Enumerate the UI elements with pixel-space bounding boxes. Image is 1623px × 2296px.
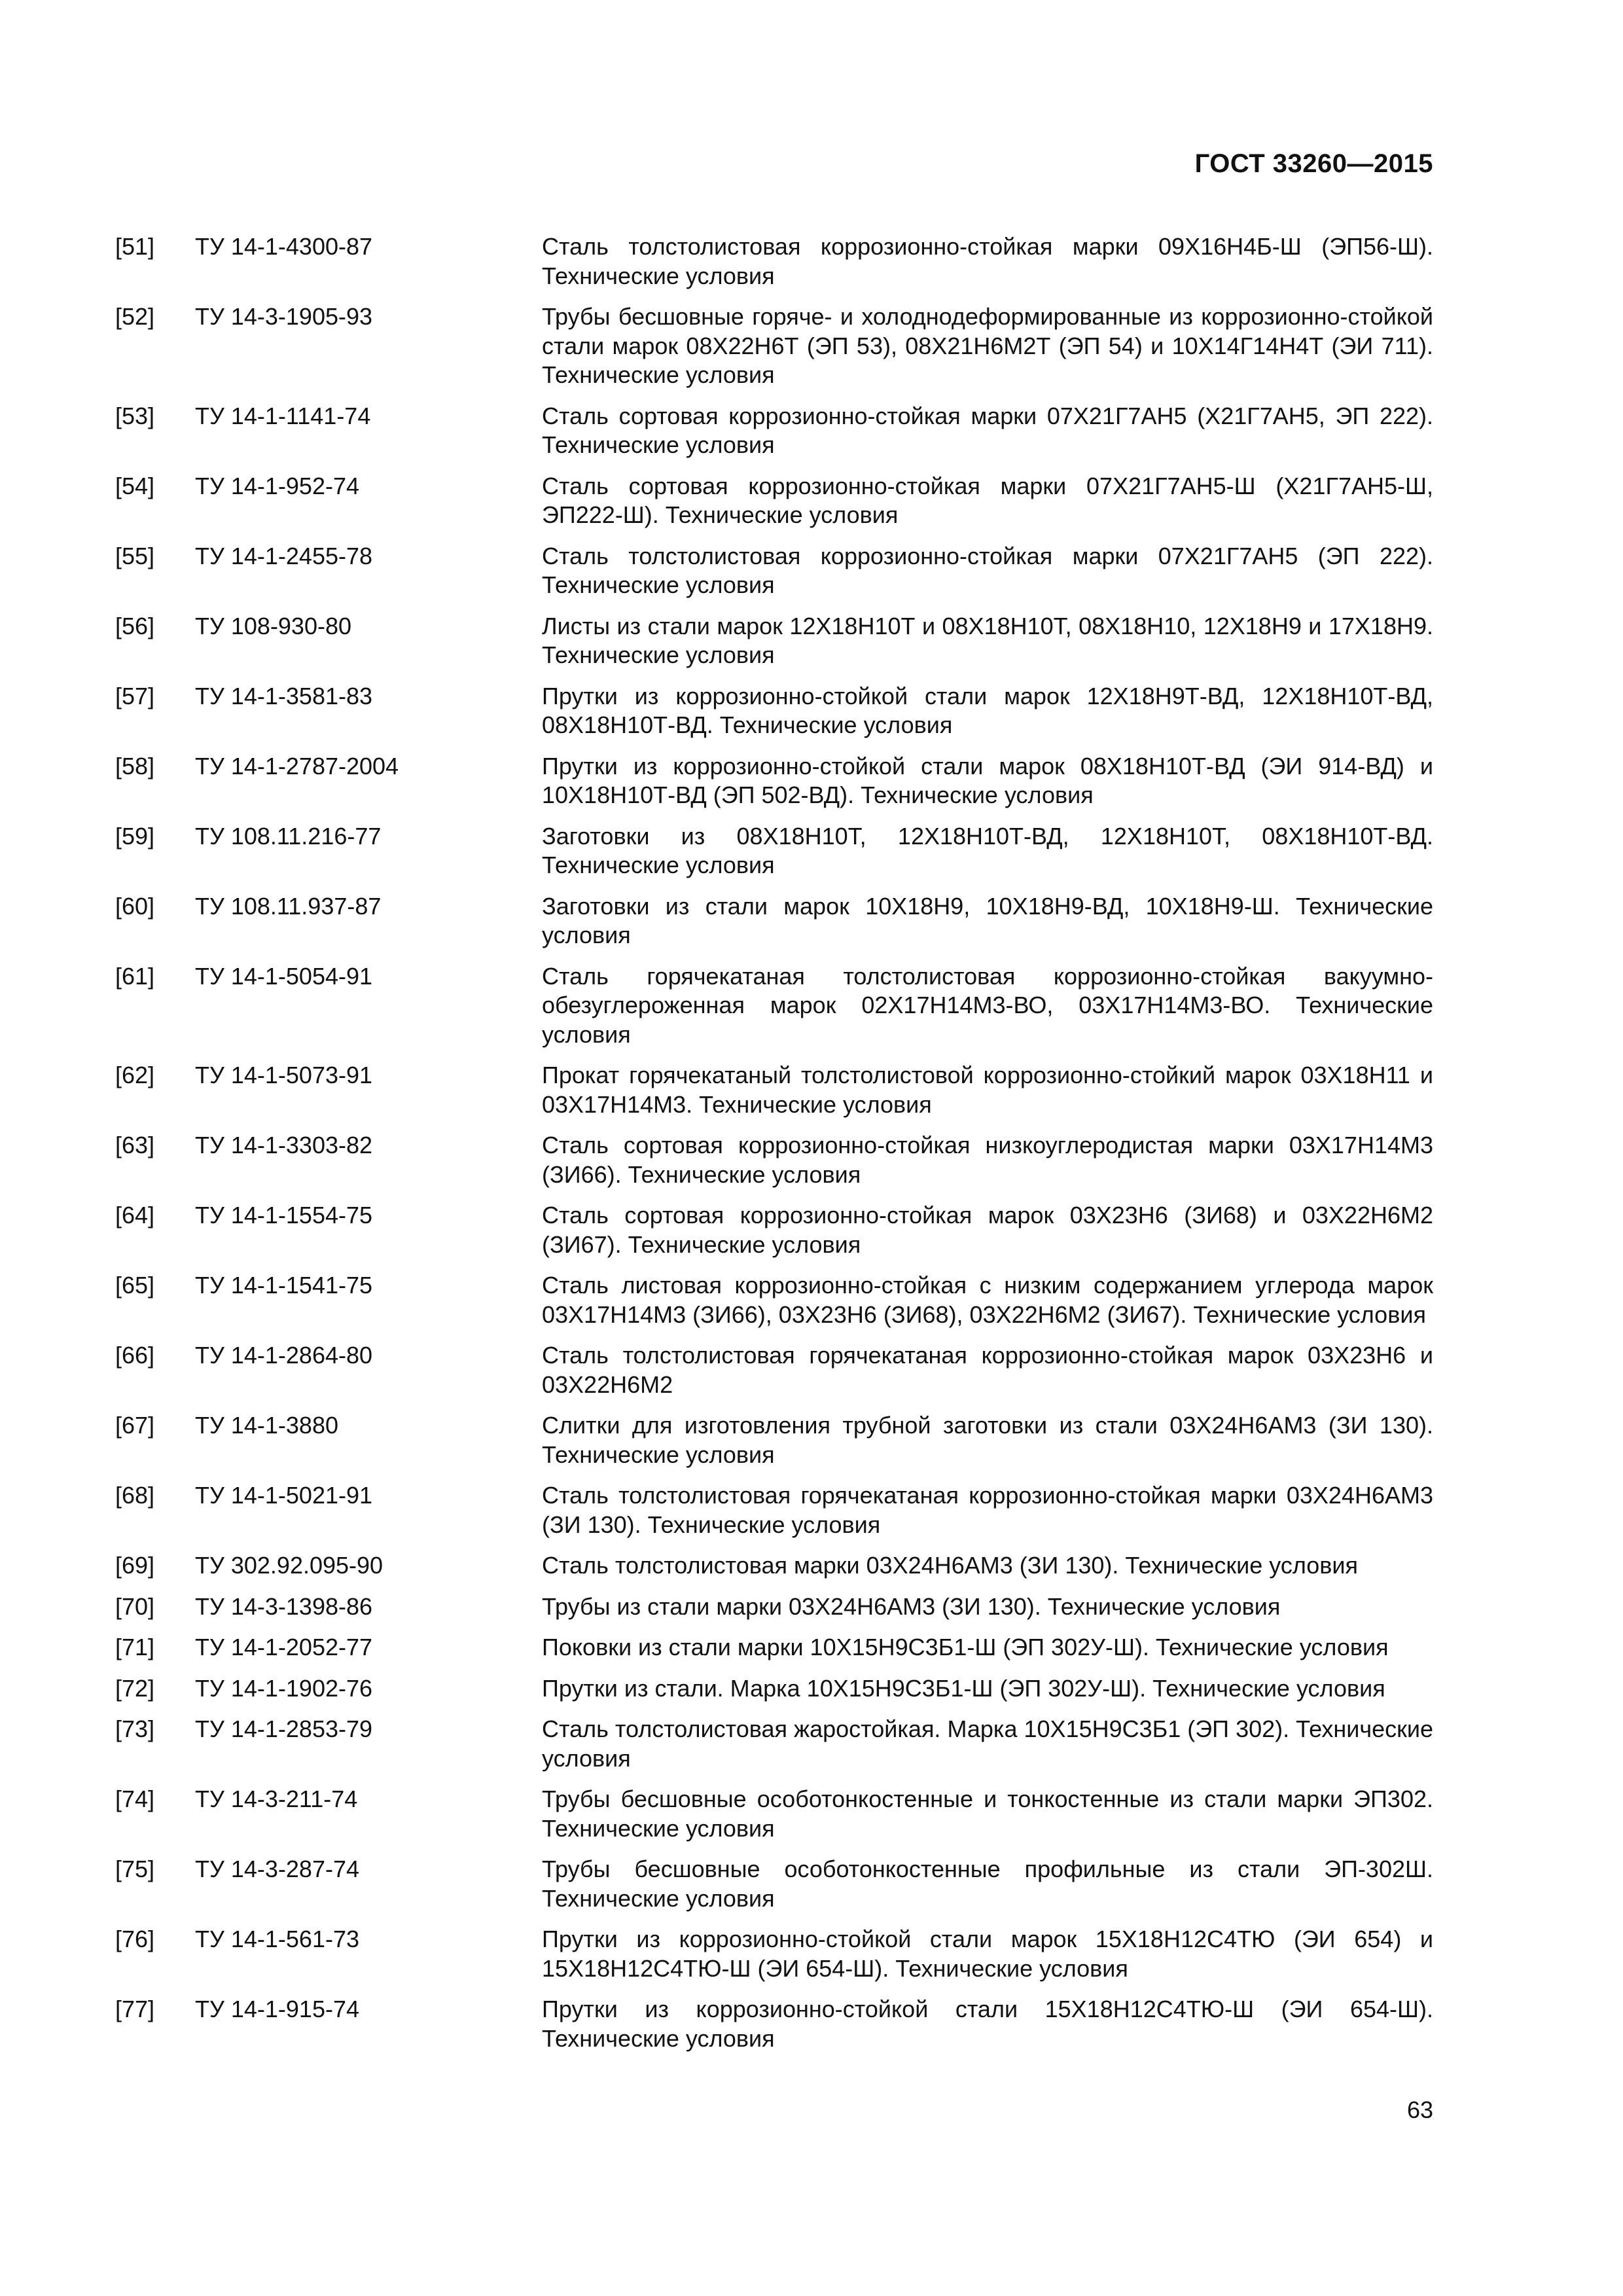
reference-number: [55] <box>115 542 155 569</box>
reference-row <box>115 1855 1433 1913</box>
reference-title: Прутки из коррозионно-стойкой стали марок 12Х18Н9Т-ВД, 12Х18Н10Т-ВД, 08Х18Н10Т-ВД. Технические условия <box>542 682 1433 738</box>
reference-title: Сталь сортовая коррозионно-стойкая низкоуглеродистая марки 03Х17Н14М3 (ЗИ66). Технические условия <box>542 1132 1433 1188</box>
reference-title: Сталь толстолистовая коррозионно-стойкая марки 07Х21Г7АН5 (ЭП 222). Технические условия <box>542 542 1433 598</box>
reference-code: ТУ 14-3-1398-86 <box>195 1592 373 1620</box>
reference-row <box>115 752 1433 810</box>
document-header: ГОСТ 33260—2015 <box>1194 149 1433 178</box>
reference-title: Прутки из коррозионно-стойкой стали 15Х18Н12С4ТЮ-Ш (ЭИ 654-Ш). Технические условия <box>542 1996 1433 2052</box>
reference-number: [64] <box>115 1202 155 1229</box>
reference-number: [53] <box>115 402 155 429</box>
reference-title: Листы из стали марок 12Х18Н10Т и 08Х18Н10Т, 08Х18Н10, 12Х18Н9 и 17Х18Н9. Технические условия <box>542 612 1433 668</box>
reference-row <box>115 1925 1433 1983</box>
reference-title: Прутки из коррозионно-стойкой стали марок 15Х18Н12С4ТЮ (ЭИ 654) и 15Х18Н12С4ТЮ-Ш (ЭИ 654-Ш). Технические условия <box>542 1926 1433 1982</box>
reference-row <box>115 1674 1433 1704</box>
reference-row <box>115 402 1433 460</box>
reference-number: [76] <box>115 1926 155 1952</box>
reference-title: Заготовки из 08Х18Н10Т, 12Х18Н10Т-ВД, 12Х18Н10Т, 08Х18Н10Т-ВД. Технические условия <box>542 822 1433 878</box>
reference-title: Сталь сортовая коррозионно-стойкая марок 03Х23Н6 (ЗИ68) и 03Х22Н6М2 (ЗИ67). Технические условия <box>542 1202 1433 1258</box>
reference-code: ТУ 14-1-3581-83 <box>195 682 373 709</box>
reference-title: Прокат горячекатаный толстолистовой коррозионно-стойкий марок 03Х18Н11 и 03Х17Н14М3. Технические условия <box>542 1062 1433 1118</box>
reference-row <box>115 1061 1433 1119</box>
reference-code: ТУ 14-1-5021-91 <box>195 1482 373 1509</box>
reference-row <box>115 232 1433 291</box>
reference-row <box>115 1715 1433 1773</box>
reference-title: Сталь толстолистовая горячекатаная коррозионно-стойкая марок 03Х23Н6 и 03Х22Н6М2 <box>542 1342 1433 1398</box>
reference-number: [69] <box>115 1552 155 1579</box>
reference-row <box>115 822 1433 880</box>
reference-number: [74] <box>115 1785 155 1812</box>
reference-number: [77] <box>115 1996 155 2022</box>
reference-title: Сталь сортовая коррозионно-стойкая марки 07Х21Г7АН5-Ш (Х21Г7АН5-Ш, ЭП222-Ш). Технические условия <box>542 472 1433 528</box>
reference-row <box>115 542 1433 600</box>
reference-title: Заготовки из стали марок 10Х18Н9, 10Х18Н9-ВД, 10Х18Н9-Ш. Технические условия <box>542 892 1433 948</box>
reference-number: [70] <box>115 1592 155 1620</box>
reference-row <box>115 302 1433 390</box>
reference-title: Сталь листовая коррозионно-стойкая с низким содержанием углерода марок 03Х17Н14М3 (ЗИ66), 03Х23Н6 (ЗИ68), 03Х22Н6М2 (ЗИ67). Технические условия <box>542 1272 1433 1328</box>
reference-number: [54] <box>115 472 155 499</box>
reference-row <box>115 1551 1433 1581</box>
reference-title: Трубы из стали марки 03Х24Н6АМ3 (ЗИ 130). Технические условия <box>542 1592 1281 1620</box>
reference-number: [67] <box>115 1412 155 1439</box>
reference-code: ТУ 14-1-1141-74 <box>195 402 371 429</box>
reference-number: [52] <box>115 303 155 330</box>
reference-code: ТУ 14-1-2787-2004 <box>195 752 399 780</box>
references-list <box>115 232 1433 2065</box>
reference-title: Сталь толстолистовая марки 03Х24Н6АМ3 (ЗИ 130). Технические условия <box>542 1552 1359 1579</box>
reference-code: ТУ 14-3-1905-93 <box>195 303 373 330</box>
reference-row <box>115 1481 1433 1539</box>
reference-code: ТУ 14-1-4300-87 <box>195 233 373 260</box>
reference-row <box>115 1201 1433 1259</box>
reference-number: [66] <box>115 1342 155 1369</box>
reference-number: [58] <box>115 752 155 780</box>
reference-code: ТУ 108-930-80 <box>195 612 352 639</box>
reference-code: ТУ 14-1-5073-91 <box>195 1062 373 1088</box>
reference-number: [65] <box>115 1272 155 1299</box>
reference-code: ТУ 14-1-3880 <box>195 1412 338 1439</box>
reference-code: ТУ 14-3-287-74 <box>195 1856 359 1882</box>
reference-row <box>115 472 1433 530</box>
reference-title: Прутки из коррозионно-стойкой стали марок 08Х18Н10Т-ВД (ЭИ 914-ВД) и 10Х18Н10Т-ВД (ЭП 502-ВД). Технические условия <box>542 752 1433 808</box>
reference-code: ТУ 14-1-915-74 <box>195 1996 359 2022</box>
reference-row <box>115 1271 1433 1329</box>
reference-title: Сталь сортовая коррозионно-стойкая марки 07Х21Г7АН5 (Х21Г7АН5, ЭП 222). Технические условия <box>542 402 1433 458</box>
reference-title: Трубы бесшовные особотонкостенные и тонкостенные из стали марки ЭП302. Технические условия <box>542 1785 1433 1842</box>
reference-code: ТУ 14-1-1554-75 <box>195 1202 373 1229</box>
reference-number: [57] <box>115 682 155 709</box>
reference-number: [62] <box>115 1062 155 1088</box>
reference-row <box>115 1592 1433 1622</box>
reference-code: ТУ 14-1-561-73 <box>195 1926 359 1952</box>
reference-number: [56] <box>115 612 155 639</box>
reference-title: Прутки из стали. Марка 10Х15Н9С3Б1-Ш (ЭП 302У-Ш). Технические условия <box>542 1674 1385 1702</box>
page-number: 63 <box>1406 2096 1433 2123</box>
reference-number: [59] <box>115 822 155 850</box>
reference-title: Сталь толстолистовая горячекатаная коррозионно-стойкая марки 03Х24Н6АМ3 (ЗИ 130). Технические условия <box>542 1482 1433 1538</box>
reference-row <box>115 1341 1433 1399</box>
reference-code: ТУ 14-1-2864-80 <box>195 1342 373 1369</box>
reference-number: [61] <box>115 962 155 990</box>
reference-code: ТУ 14-1-1902-76 <box>195 1674 373 1702</box>
reference-code: ТУ 14-1-1541-75 <box>195 1272 373 1299</box>
reference-title: Сталь толстолистовая коррозионно-стойкая марки 09Х16Н4Б-Ш (ЭП56-Ш). Технические условия <box>542 233 1433 289</box>
reference-number: [75] <box>115 1856 155 1882</box>
reference-row <box>115 1785 1433 1843</box>
reference-title: Трубы бесшовные особотонкостенные профильные из стали ЭП-302Ш. Технические условия <box>542 1856 1433 1912</box>
reference-row <box>115 1995 1433 2053</box>
reference-title: Сталь толстолистовая жаростойкая. Марка 10Х15Н9С3Б1 (ЭП 302). Технические условия <box>542 1715 1433 1772</box>
reference-code: ТУ 14-3-211-74 <box>195 1785 358 1812</box>
reference-number: [60] <box>115 892 155 920</box>
reference-title: Слитки для изготовления трубной заготовки из стали 03Х24Н6АМ3 (ЗИ 130). Технические условия <box>542 1412 1433 1468</box>
reference-number: [72] <box>115 1674 155 1702</box>
reference-title: Трубы бесшовные горяче- и холоднодеформированные из коррозионно-стойкой стали марок 08Х22Н6Т (ЭП 53), 08Х21Н6М2Т (ЭП 54) и 10Х14Г14Н4Т (ЭИ 711). Технические условия <box>542 303 1433 388</box>
reference-row <box>115 612 1433 670</box>
reference-number: [68] <box>115 1482 155 1509</box>
reference-code: ТУ 108.11.937-87 <box>195 892 382 920</box>
reference-code: ТУ 14-1-2052-77 <box>195 1634 373 1660</box>
reference-code: ТУ 14-1-2455-78 <box>195 542 373 569</box>
reference-number: [73] <box>115 1715 155 1742</box>
reference-code: ТУ 14-1-3303-82 <box>195 1132 373 1158</box>
reference-number: [63] <box>115 1132 155 1158</box>
reference-title: Сталь горячекатаная толстолистовая коррозионно-стойкая вакуумно-обезуглероженная марок 02Х17Н14М3-ВО, 03Х17Н14М3-ВО. Технические условия <box>542 962 1433 1048</box>
reference-number: [71] <box>115 1634 155 1660</box>
reference-code: ТУ 108.11.216-77 <box>195 822 382 850</box>
reference-number: [51] <box>115 233 155 260</box>
reference-row <box>115 1131 1433 1189</box>
reference-code: ТУ 14-1-952-74 <box>195 472 359 499</box>
reference-row <box>115 892 1433 950</box>
reference-row <box>115 1633 1433 1662</box>
reference-row <box>115 1411 1433 1469</box>
reference-code: ТУ 14-1-2853-79 <box>195 1715 373 1742</box>
reference-row <box>115 962 1433 1050</box>
reference-code: ТУ 302.92.095-90 <box>195 1552 383 1579</box>
reference-code: ТУ 14-1-5054-91 <box>195 962 373 990</box>
reference-title: Поковки из стали марки 10Х15Н9С3Б1-Ш (ЭП 302У-Ш). Технические условия <box>542 1634 1389 1660</box>
reference-row <box>115 682 1433 740</box>
